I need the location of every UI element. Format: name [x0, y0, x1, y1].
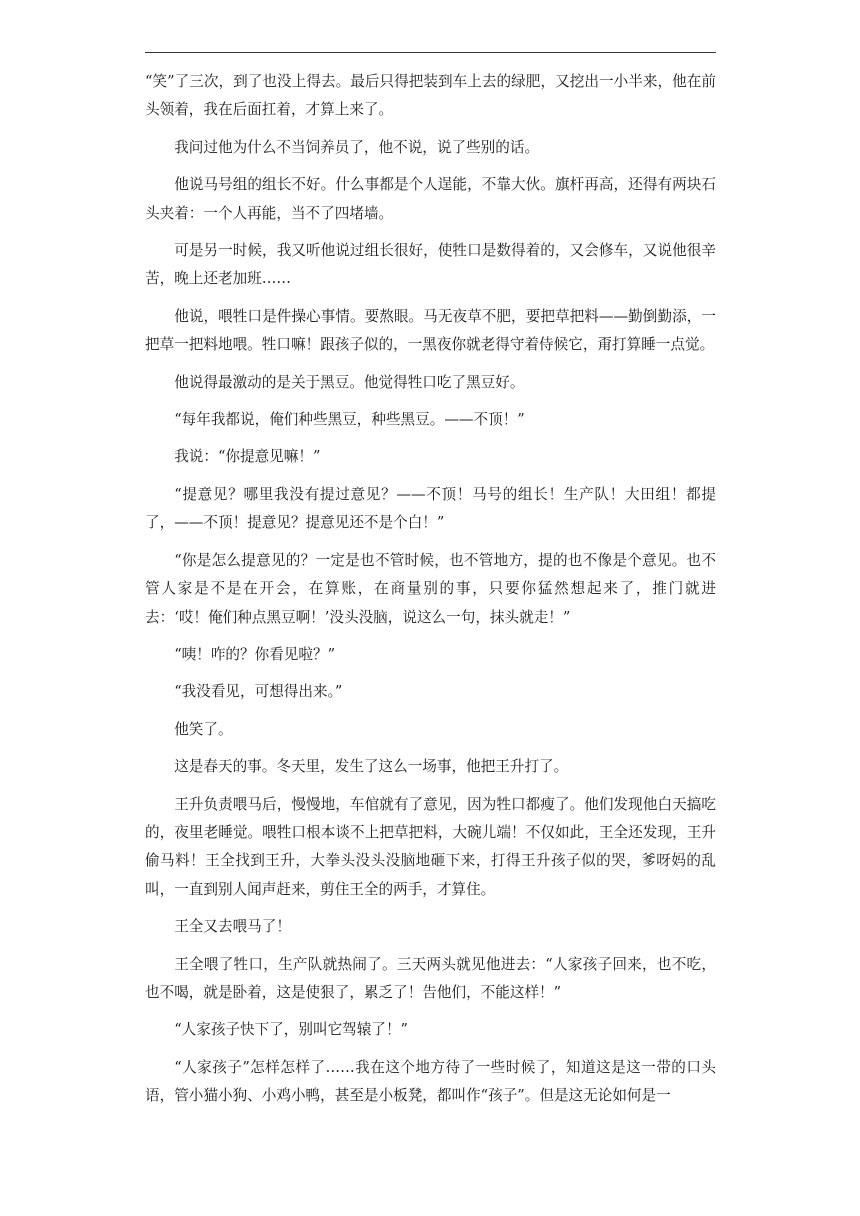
- paragraph: “每年我都说，俺们种些黑豆，种些黑豆。——不顶！”: [174, 411, 525, 429]
- paragraph: 我问过他为什么不当饲养员了，他不说，说了些别的话。: [174, 138, 540, 156]
- paragraph: “人家孩子”怎样怎样了……我在这个地方待了一些时候了，知道这是这一带的口头语，管小猫小狗、小鸡小鸭，甚至是小板凳，都叫作“孩子”。但是这无论如何是一: [145, 1058, 716, 1105]
- paragraph: 他笑了。: [174, 720, 233, 738]
- paragraph: 王升负责喂马后，慢慢地，车倌就有了意见，因为牲口都瘦了。他们发现他白天搞吃的，夜里老睡觉。喂牲口根本谈不上把草把料，大碗儿端！不仅如此，王全还发现，王升偷马料！王全找到王升，大拳头没头没脑地砸下来，打得王升孩子似的哭，爹呀妈的乱叫，一直到别人闻声赶来，剪住王全的两手，才算住。: [145, 795, 716, 898]
- paragraph: “咦！咋的？你看见啦？”: [174, 645, 336, 663]
- paragraph: “我没看见，可想得出来。”: [174, 683, 343, 701]
- paragraph: 我说：“你提意见嘛！”: [174, 448, 321, 466]
- paragraph: “你是怎么提意见的？一定是也不管时候，也不管地方，提的也不像是个意见。也不管人家是不是在开会，在算账，在商量别的事，只要你猛然想起来了，推门就进去：‘哎！俺们种点黑豆啊！’没头没脑，说这么一句，抹头就走！”: [145, 551, 716, 626]
- paragraph: “笑”了三次，到了也没上得去。最后只得把装到车上去的绿肥，又挖出一小半来，他在前头领着，我在后面扛着，才算上来了。: [145, 73, 716, 119]
- paragraph: 这是春天的事。冬天里，发生了这么一场事，他把王升打了。: [174, 758, 569, 776]
- paragraph: “提意见？哪里我没有提过意见？——不顶！马号的组长！生产队！大田组！都提了，——不顶！提意见？提意见还不是个白！”: [145, 485, 716, 532]
- paragraph: 他说马号组的组长不好。什么事都是个人逞能，不靠大伙。旗杆再高，还得有两块石头夹着：一个人再能，当不了四堵墙。: [145, 176, 716, 222]
- document-body: [145, 68, 716, 1120]
- paragraph: 王全又去喂马了！: [174, 918, 291, 936]
- paragraph: 他说，喂牲口是件操心事情。要熬眼。马无夜草不肥，要把草把料——勤倒勤添，一把草一把料地喂。牲口嘛！跟孩子似的，一黑夜你就老得守着侍候它，甭打算睡一点觉。: [145, 307, 716, 354]
- header-rule: [145, 52, 716, 53]
- paragraph: 他说得最激动的是关于黑豆。他觉得牲口吃了黑豆好。: [174, 373, 525, 391]
- paragraph: 王全喂了牲口，生产队就热闹了。三天两头就见他进去：“人家孩子回来，也不吃，也不喝，就是卧着，这是使狠了，累乏了！告他们，不能这样！”: [145, 955, 716, 1001]
- paragraph: 可是另一时候，我又听他说过组长很好，使牲口是数得着的，又会修车，又说他很辛苦，晚上还老加班……: [145, 242, 716, 288]
- paragraph: “人家孩子快下了，别叫它驾辕了！”: [174, 1021, 409, 1039]
